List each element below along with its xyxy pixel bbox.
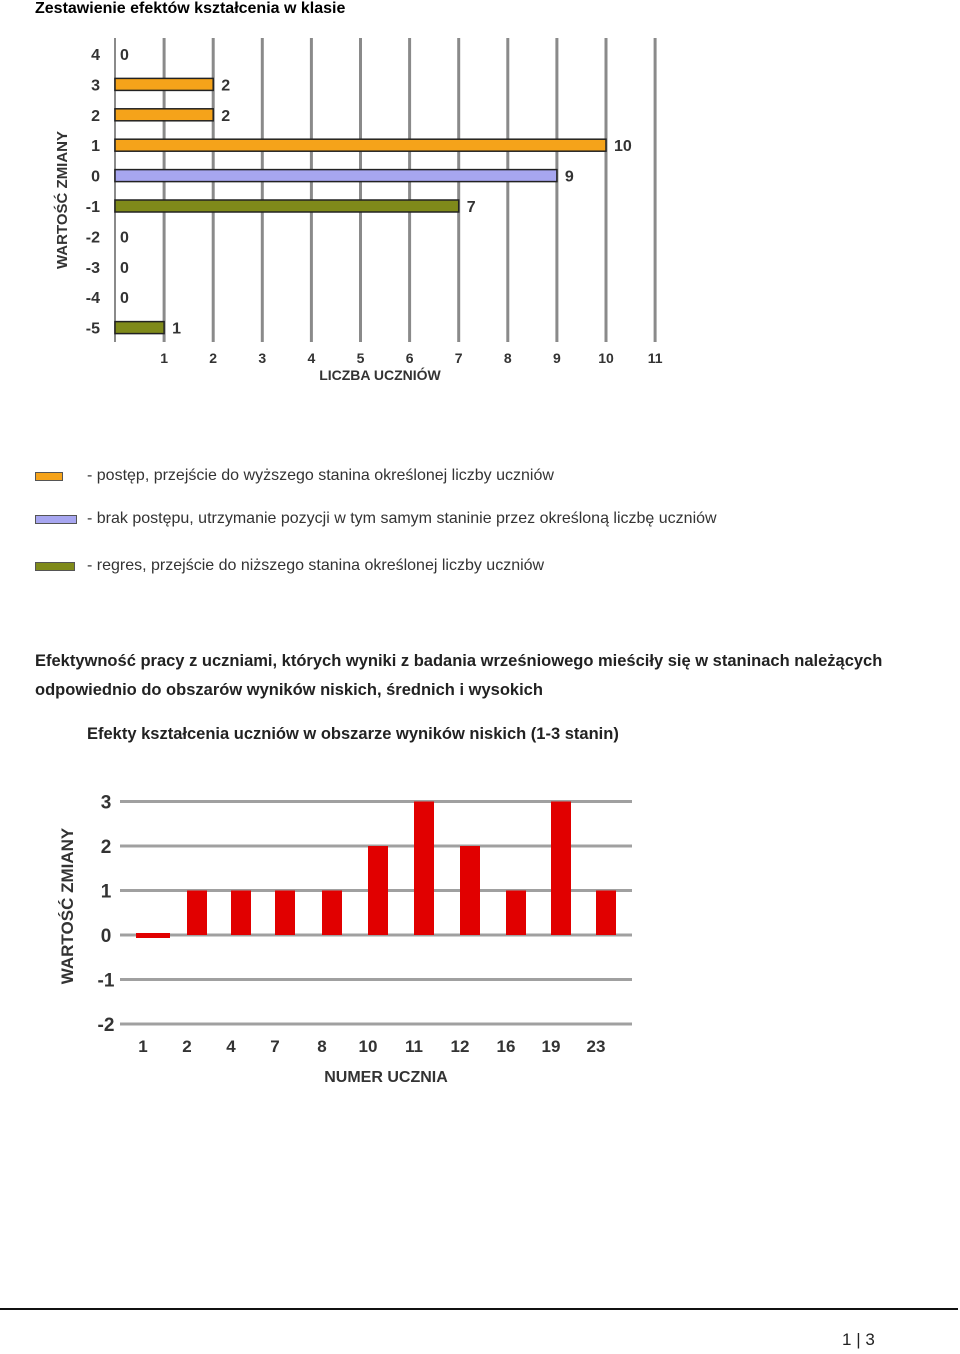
chart1-value-label: 0: [120, 47, 129, 64]
chart2-bar: [368, 846, 388, 935]
chart2-bar: [460, 846, 480, 935]
chart2-bar: [275, 891, 295, 936]
chart2-bar: [551, 802, 571, 936]
chart1-x-tick-label: 8: [503, 350, 512, 366]
chart1-x-tick-label: 3: [258, 350, 267, 366]
footer-rule: [0, 1308, 958, 1310]
chart2-y-tick-label: 2: [100, 837, 112, 858]
chart1-y-tick-label: 0: [91, 168, 100, 186]
chart2-bar: [136, 933, 170, 938]
chart1-y-tick-label: 3: [91, 77, 100, 95]
chart2-x-tick-label: 11: [405, 1037, 423, 1056]
chart1-x-tick-label: 7: [454, 350, 463, 366]
chart2-x-tick-label: 10: [358, 1037, 378, 1056]
chart1-value-label: 9: [564, 168, 574, 186]
chart1-value-label: 0: [120, 259, 129, 277]
chart2-y-tick-label: -1: [97, 970, 115, 992]
chart1-value-label: 1: [172, 320, 182, 338]
chart2-x-tick-label: 23: [586, 1037, 606, 1056]
chart1-value-label: 0: [120, 229, 129, 247]
chart1-y-tick-label: -4: [85, 290, 100, 308]
chart2-y-tick-label: 1: [100, 881, 112, 903]
chart2-y-tick-label: 0: [100, 926, 112, 947]
legend-text-progress: - postęp, przejście do wyższego stanina określonej liczby uczniów: [87, 467, 554, 484]
chart1-y-tick-label: -1: [85, 199, 100, 216]
chart1-y-tick-label: -2: [85, 229, 100, 247]
chart2-x-tick-label: 12: [450, 1037, 470, 1056]
chart1-value-label: 2: [221, 107, 231, 125]
legend-text-regression: - regres, przejście do niższego stanina określonej liczby uczniów: [87, 557, 545, 574]
document-title: Zestawienie efektów kształcenia w klasie: [35, 0, 346, 17]
chart1-x-tick-label: 9: [553, 350, 561, 366]
page-total: 3: [865, 1330, 875, 1349]
chart1-x-tick-label: 10: [598, 350, 614, 366]
effectiveness-paragraph: Efektywność pracy z uczniami, których wyniki z badania wrześniowego mieściły się w staninach należących odpowiednio do obszarów wyników niskich, średnich i wysokich: [35, 652, 883, 699]
chart1-value-label: 10: [614, 138, 632, 156]
page-current: 1: [842, 1330, 852, 1349]
chart2-x-tick-label: 7: [270, 1037, 280, 1056]
chart1-y-axis-label: WARTOŚĆ ZMIANY: [54, 130, 71, 270]
chart1-x-tick-label: 2: [209, 350, 218, 366]
chart2-x-tick-label: 8: [317, 1037, 327, 1056]
chart1-y-tick-label: -5: [85, 320, 100, 338]
chart1-x-tick-label: 5: [356, 350, 365, 366]
chart1-y-tick-label: -3: [85, 259, 100, 277]
page-number: [842, 1330, 875, 1350]
chart1-value-label: 2: [221, 77, 231, 95]
chart1-y-tick-label: 1: [91, 138, 100, 156]
chart1-y-tick-label: 2: [91, 107, 100, 125]
chart2-x-tick-label: 16: [496, 1037, 516, 1056]
chart1-x-tick-label: 6: [405, 350, 414, 366]
chart2-bar: [322, 891, 342, 936]
chart2-y-axis-label: WARTOŚĆ ZMIANY: [58, 827, 77, 985]
chart2-bar: [187, 891, 207, 936]
chart2-x-tick-label: 19: [541, 1037, 561, 1056]
chart2-bar: [231, 891, 251, 936]
chart2-x-axis-label: NUMER UCZNIA: [324, 1069, 448, 1086]
low-results-subheading: Efekty kształcenia uczniów w obszarze wyników niskich (1-3 stanin): [87, 725, 619, 743]
chart1-x-axis-label: LICZBA UCZNIÓW: [319, 367, 441, 383]
chart2-bar: [596, 891, 616, 936]
chart2-bars: [136, 802, 616, 939]
chart2-x-tick-label: 2: [182, 1037, 192, 1056]
chart2-bar: [506, 891, 526, 936]
chart2-x-tick-label: 4: [226, 1037, 236, 1056]
chart2-y-tick-label: 3: [100, 792, 112, 814]
chart2-bar: [414, 802, 434, 936]
chart1-x-tick-label: 11: [647, 350, 663, 366]
legend-text-no-progress: - brak postępu, utrzymanie pozycji w tym samym staninie przez określoną liczbę uczniów: [87, 510, 717, 527]
chart1-value-label: 7: [466, 199, 476, 216]
chart2-x-tick-label: 1: [138, 1037, 148, 1056]
chart2-y-ticks: [98, 793, 115, 1037]
chart1-value-label: 0: [120, 290, 129, 308]
page-separator: |: [856, 1330, 861, 1349]
chart1-x-tick-label: 1: [160, 350, 168, 366]
chart1-y-tick-label: 4: [91, 47, 100, 64]
chart2-x-ticks: [138, 1037, 605, 1056]
chart1-x-tick-label: 4: [307, 350, 316, 366]
chart2-y-tick-label: -2: [97, 1015, 115, 1036]
